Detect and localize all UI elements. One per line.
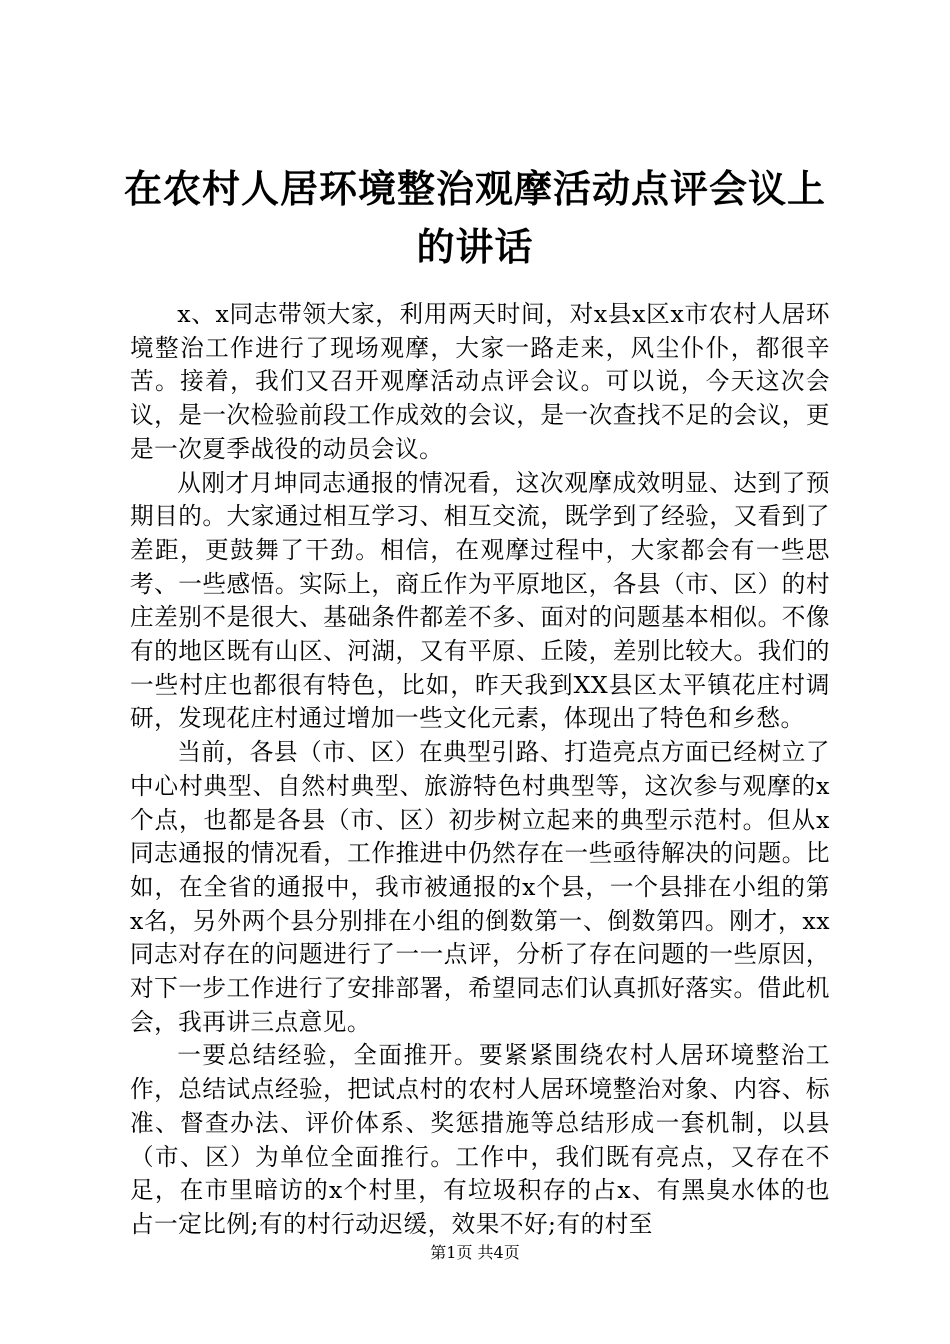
document-body [130, 298, 830, 1242]
paragraph: 从刚才月坤同志通报的情况看，这次观摩成效明显、达到了预期目的。大家通过相互学习、相互交流，既学到了经验，又看到了差距，更鼓舞了干劲。相信，在观摩过程中，大家都会有一些思考、一些感悟。实际上，商丘作为平原地区，各县（市、区）的村庄差别不是很大、基础条件都差不多、面对的问题基本相似。不像有的地区既有山区、河湖，又有平原、丘陵，差别比较大。我们的一些村庄也都很有特色，比如，昨天我到XX县区太平镇花庄村调研，发现花庄村通过增加一些文化元素，体现出了特色和乡愁。 [130, 468, 830, 733]
paragraph: x、x同志带领大家，利用两天时间，对x县x区x市农村人居环境整治工作进行了现场观摩，大家一路走来，风尘仆仆，都很辛苦。接着，我们又召开观摩活动点评会议。可以说，今天这次会议，是一次检验前段工作成效的会议，是一次查找不足的会议，更是一次夏季战役的动员会议。 [130, 300, 830, 463]
paragraph: 一要总结经验，全面推开。要紧紧围绕农村人居环境整治工作，总结试点经验，把试点村的农村人居环境整治对象、内容、标准、督查办法、评价体系、奖惩措施等总结形成一套机制，以县（市、区）为单位全面推行。工作中，我们既有亮点，又存在不足，在市里暗访的x个村里，有垃圾积存的占x、有黑臭水体的也占一定比例;有的村行动迟缓，效果不好;有的村至 [130, 1041, 830, 1238]
page-number-footer: 第1页 共4页 [430, 1243, 520, 1262]
document-title: 在农村人居环境整治观摩活动点评会议上的讲话 [123, 166, 826, 269]
paragraph: 当前，各县（市、区）在典型引路、打造亮点方面已经树立了中心村典型、自然村典型、旅游特色村典型等，这次参与观摩的x个点，也都是各县（市、区）初步树立起来的典型示范村。但从x同志通报的情况看，工作推进中仍然存在一些亟待解决的问题。比如，在全省的通报中，我市被通报的x个县，一个县排在小组的第x名，另外两个县分别排在小组的倒数第一、倒数第四。刚才，xx同志对存在的问题进行了一一点评，分析了存在问题的一些原因，对下一步工作进行了安排部署，希望同志们认真抓好落实。借此机会，我再讲三点意见。 [130, 738, 830, 1036]
